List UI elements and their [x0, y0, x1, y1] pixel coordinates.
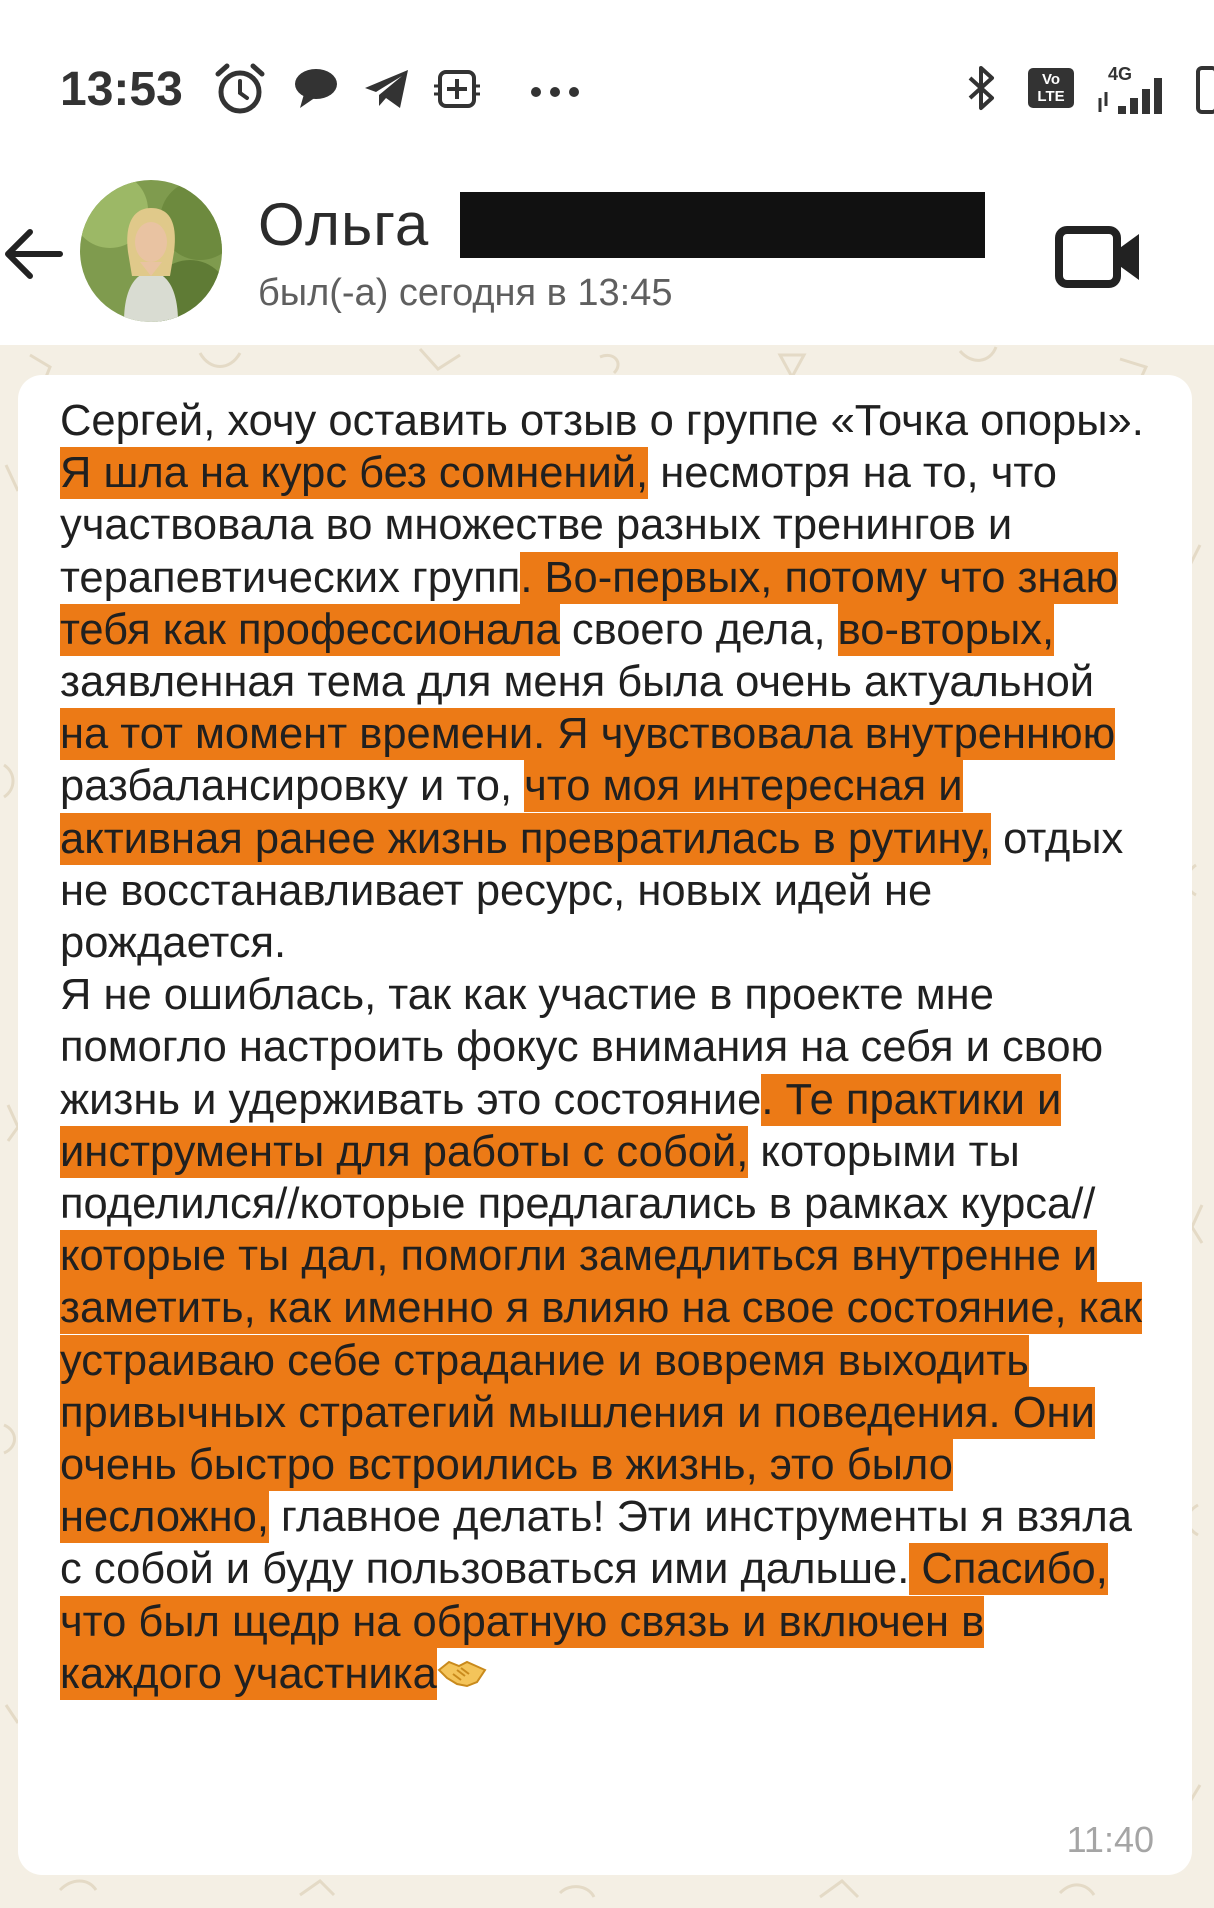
text-segment: своего дела,: [559, 605, 838, 654]
network-type: 4G: [1108, 64, 1133, 84]
highlighted-segment: на тот момент времени. Я чувствовала внутреннюю: [60, 710, 1116, 759]
highlighted-segment: что моя интересная и активная ранее жизнь превратилась в рутину,: [60, 762, 992, 863]
text-segment: главное делать! Эти инструменты я взяла с собой и буду пользоваться ими дальше.: [60, 1493, 1132, 1594]
text-segment: несмотря на то, что участвовала во множестве разных тренингов и терапевтических групп: [60, 449, 1057, 602]
volte-icon: [1028, 68, 1074, 108]
status-time: 13:53: [60, 63, 183, 116]
message-paragraph-2: [60, 447, 1145, 969]
text-segment: отдых не восстанавливает ресурс, новых идей не рождается.: [60, 814, 1124, 968]
volte-label: Vo LTE: [1037, 71, 1065, 105]
message-bubble[interactable]: [18, 375, 1192, 1875]
avatar[interactable]: [80, 180, 222, 322]
text-segment: Сергей, хочу оставить отзыв о группе «Точка опоры».: [60, 397, 1144, 445]
handshake-icon: [437, 1656, 487, 1690]
message-paragraph-1: [60, 395, 1145, 447]
back-arrow-icon[interactable]: [0, 220, 68, 288]
chat-bubble-icon: [290, 62, 342, 116]
bluetooth-icon: [962, 62, 1002, 116]
highlighted-segment: во-вторых,: [837, 605, 1055, 654]
highlighted-segment: . Те практики и инструменты для работы с собой,: [60, 1075, 1062, 1176]
alarm-icon: [212, 62, 268, 116]
highlighted-segment: Спасибо, что был щедр на обратную связь и включен в каждого участника: [60, 1545, 1108, 1698]
text-segment: Я не ошиблась, так как участие в проекте мне помогло настроить фокус внимания на себя и свою жизнь и удерживать это состояние: [60, 971, 1104, 1124]
status-bar: [0, 0, 1214, 150]
last-seen-status: был(-а) сегодня в 13:45: [258, 272, 673, 314]
signal-icon: [1094, 62, 1176, 116]
highlighted-segment: . Во-первых, потому что знаю тебя как профессионала: [60, 553, 1119, 654]
text-segment: разбалансировку и то,: [60, 762, 525, 811]
video-camera-icon[interactable]: [1055, 222, 1143, 292]
text-segment: заявленная тема для меня была очень актуальной: [60, 658, 1095, 707]
contact-name: Ольга: [258, 191, 430, 258]
avatar-photo: [80, 180, 222, 322]
message-time: 11:40: [1066, 1819, 1154, 1860]
chat-background: [0, 345, 1214, 1908]
text-segment: которыми ты поделился//которые предлагались в рамках курса//: [60, 1127, 1096, 1229]
message-paragraph-3: [60, 969, 1145, 1700]
redaction-bar: [460, 192, 985, 258]
message-text: [60, 395, 1145, 1700]
more-icon: [526, 62, 584, 116]
highlighted-segment: Я шла на курс без сомнений,: [60, 449, 649, 498]
chat-header: [0, 150, 1214, 345]
telegram-icon: [362, 62, 412, 116]
highlighted-segment: которые ты дал, помогли замедлиться внутренне и заметить, как именно я влияю на свое состояние, как устраиваю себе страдание и вовремя выходить привычных стратегий мышления и поведения. Они очень быстро встроились в жизнь, это было несложно,: [60, 1232, 1142, 1542]
battery-icon: [1196, 62, 1214, 116]
app-icon: [430, 62, 484, 116]
